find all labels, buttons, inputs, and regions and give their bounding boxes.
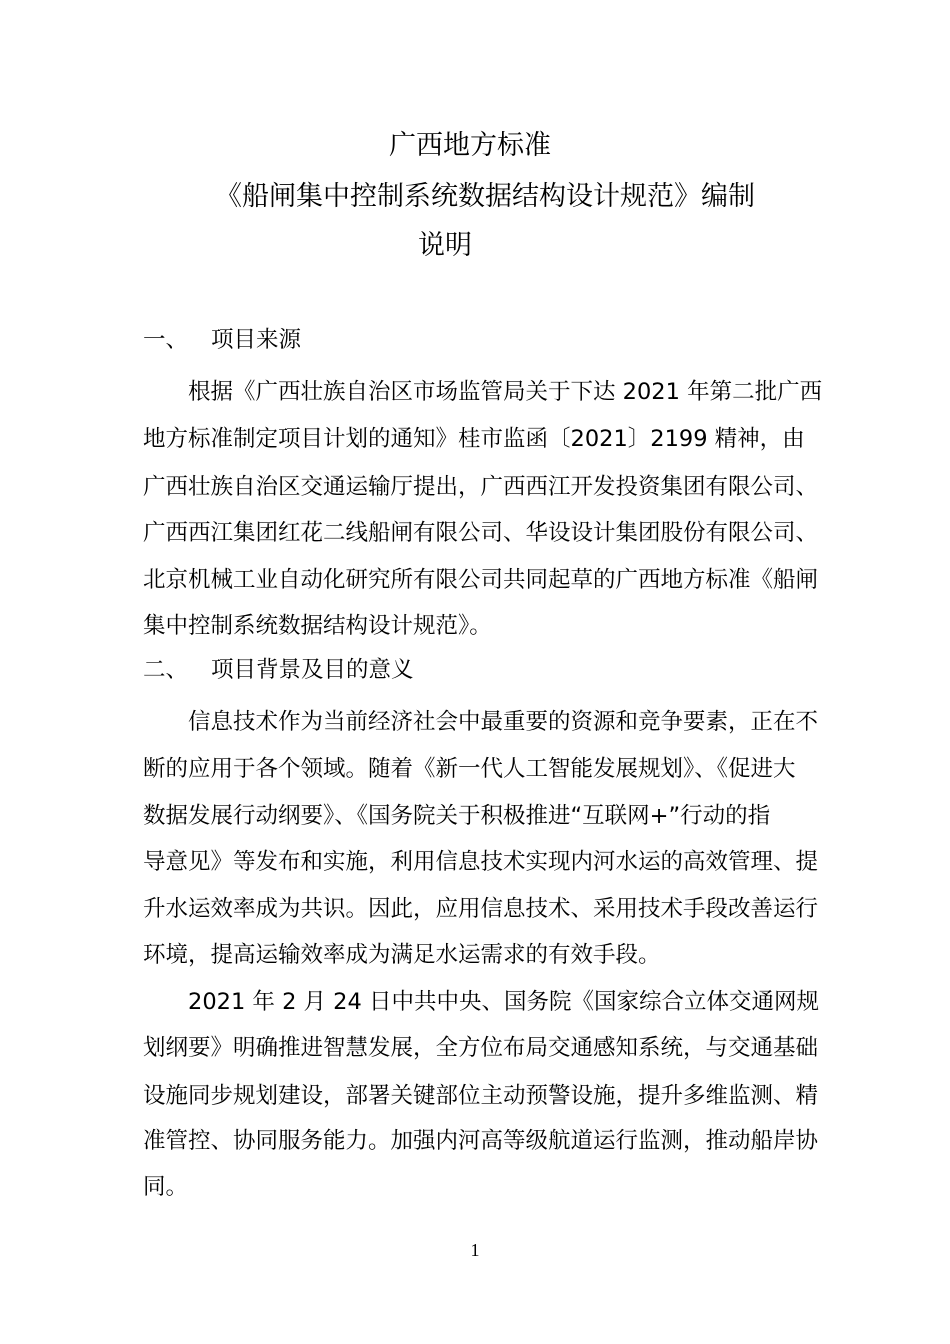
paragraph-line: 北京机械工业自动化研究所有限公司共同起草的广西地方标准《船闸	[143, 567, 819, 593]
doc-title-line2: 《船闸集中控制系统数据结构设计规范》编制	[215, 181, 755, 212]
paragraph-line: 升水运效率成为共识。因此，应用信息技术、采用技术手段改善运行	[143, 896, 819, 922]
section-heading: 项目来源	[211, 327, 302, 353]
section-heading: 项目背景及目的意义	[211, 657, 414, 683]
page-number: 1	[470, 1240, 480, 1260]
paragraph-line: 广西壮族自治区交通运输厅提出，广西西江开发投资集团有限公司、	[143, 474, 819, 500]
paragraph-line: 同。	[143, 1174, 189, 1200]
paragraph-line: 环境，提高运输效率成为满足水运需求的有效手段。	[143, 942, 661, 968]
paragraph-line: 广西西江集团红花二线船闸有限公司、华设设计集团股份有限公司、	[143, 520, 819, 546]
doc-title-line1: 广西地方标准	[389, 130, 551, 161]
paragraph-line: 划纲要》明确推进智慧发展，全方位布局交通感知系统，与交通基础	[143, 1035, 819, 1061]
paragraph-line: 数据发展行动纲要》、《国务院关于积极推进“互联网+”行动的指	[143, 803, 771, 829]
paragraph-line: 信息技术作为当前经济社会中最重要的资源和竞争要素，正在不	[188, 709, 819, 735]
doc-title-line3: 说明	[418, 230, 472, 261]
paragraph-line: 2021 年 2 月 24 日中共中央、国务院《国家综合立体交通网规	[188, 989, 819, 1015]
paragraph-line: 断的应用于各个领域。随着《新一代人工智能发展规划》、《促进大	[143, 756, 796, 782]
paragraph-line: 设施同步规划建设，部署关键部位主动预警设施，提升多维监测、精	[143, 1083, 819, 1109]
paragraph-line: 集中控制系统数据结构设计规范》。	[143, 613, 492, 639]
section-number: 一、	[143, 327, 189, 353]
paragraph-line: 导意见》等发布和实施，利用信息技术实现内河水运的高效管理、提	[143, 849, 819, 875]
paragraph-line: 准管控、协同服务能力。加强内河高等级航道运行监测，推动船岸协	[143, 1128, 819, 1154]
paragraph-line: 根据《广西壮族自治区市场监管局关于下达 2021 年第二批广西	[188, 379, 823, 405]
paragraph-line: 地方标准制定项目计划的通知》桂市监函〔2021〕2199 精神，由	[143, 426, 805, 452]
section-number: 二、	[143, 657, 189, 683]
